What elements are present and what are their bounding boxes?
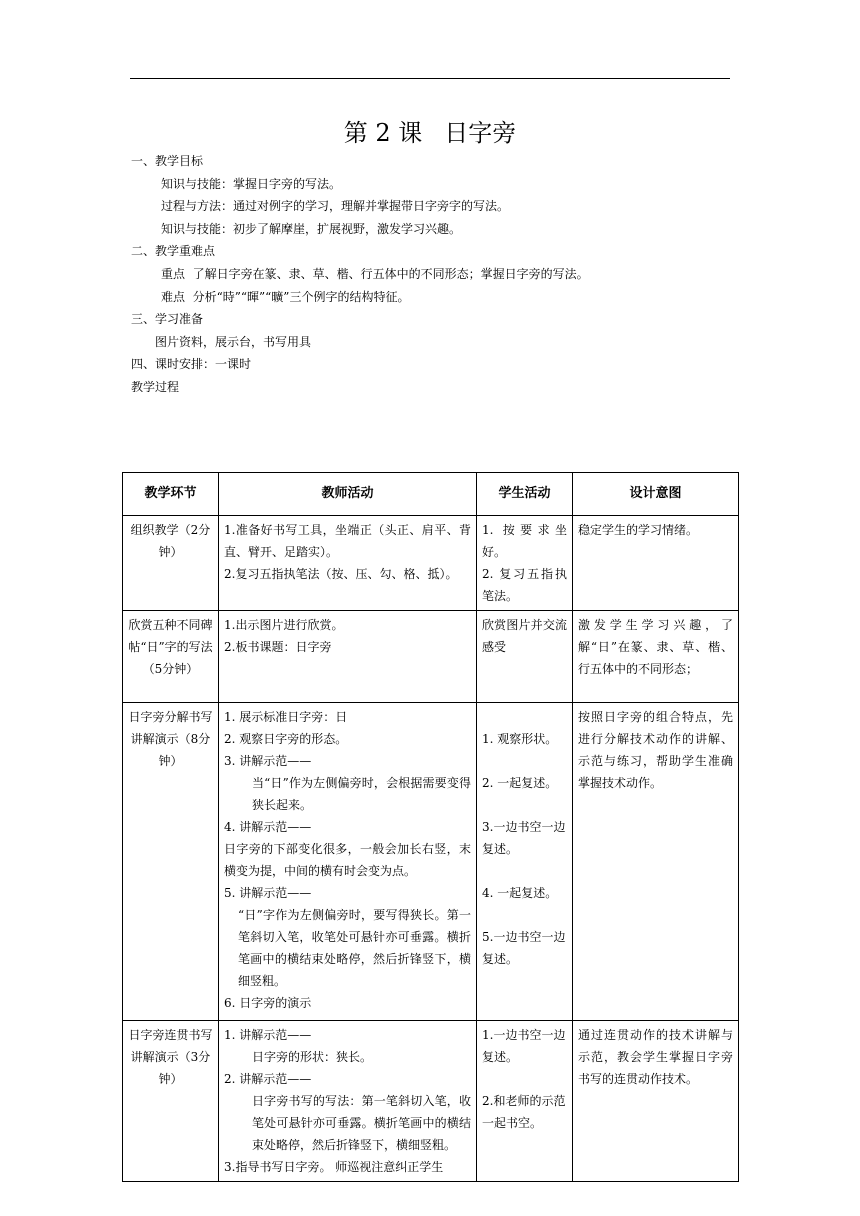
table-row	[123, 516, 739, 611]
student-cell: 1. 观察形状。 2. 一起复述。 3.一边书空一边复述。 4. 一起复述。 5.一边书空一边复述。	[477, 703, 573, 1021]
stage-cell: 日字旁分解书写讲解演示（8分钟）	[123, 703, 219, 1021]
intent-cell: 通过连贯动作的技术讲解与示范，教会学生掌握日字旁书写的连贯动作技术。	[573, 1021, 739, 1182]
column-header: 教师活动	[219, 473, 477, 516]
lesson-plan-table	[122, 472, 739, 1182]
lesson-intro	[131, 150, 751, 399]
keypoint-line: 重点 了解日字旁在篆、隶、草、楷、行五体中的不同形态；掌握日字旁的写法。	[161, 266, 589, 281]
section-heading: 四、课时安排：一课时	[131, 357, 252, 372]
table-row	[123, 1021, 739, 1182]
column-header: 教学环节	[123, 473, 219, 516]
header-rule	[130, 78, 730, 79]
section-heading: 二、教学重难点	[131, 244, 216, 259]
student-cell: 1. 按要求坐好。 2. 复习五指执笔法。	[477, 516, 573, 611]
teacher-cell: 1. 讲解示范—— 日字旁的形状：狭长。 2. 讲解示范—— 日字旁书写的写法：第一笔斜切入笔，收笔处可悬针亦可垂露。横折笔画中的横结束处略停，然后折锋竖下，横细竖粗。 3.指导书写日字旁。 师巡视注意纠正学生	[219, 1021, 477, 1182]
table-header-row	[123, 473, 739, 516]
teacher-cell: 1. 展示标准日字旁：日 2. 观察日字旁的形态。 3. 讲解示范—— 当“日”作为左侧偏旁时，会根据需要变得狭长起来。 4. 讲解示范—— 日字旁的下部变化很多，一般会加长右竖，末横变为提，中间的横有时会变为点。 5. 讲解示范—— “日”字作为左侧偏旁时，要写得狭长。第一笔斜切入笔，收笔处可悬针亦可垂露。横折笔画中的横结束处略停，然后折锋竖下，横细竖粗。 6. 日字旁的演示	[219, 703, 477, 1021]
stage-cell: 日字旁连贯书写讲解演示（3分钟）	[123, 1021, 219, 1182]
column-header: 学生活动	[477, 473, 573, 516]
preparation-line: 图片资料，展示台，书写用具	[155, 334, 312, 349]
teacher-cell: 1.准备好书写工具，坐端正（头正、肩平、背直、臂开、足踏实）。 2.复习五指执笔法（按、压、勾、格、抵）。	[219, 516, 477, 611]
page-title: 第 2 课 日字旁	[343, 119, 517, 147]
stage-cell: 组织教学（2分钟）	[123, 516, 219, 611]
intent-cell: 激发学生学习兴趣，了解“日”在篆、隶、草、楷、行五体中的不同形态；	[573, 611, 739, 703]
section-heading: 教学过程	[131, 379, 180, 394]
section-heading: 三、学习准备	[131, 312, 204, 327]
objective-line: 过程与方法：通过对例字的学习，理解并掌握带日字旁字的写法。	[161, 199, 510, 214]
intent-cell: 按照日字旁的组合特点，先进行分解技术动作的讲解、示范与练习，帮助学生准确掌握技术动作。	[573, 703, 739, 1021]
stage-cell: 欣赏五种不同碑帖“日”字的写法（5分钟）	[123, 611, 219, 703]
student-cell: 欣赏图片并交流感受	[477, 611, 573, 703]
student-cell: 1.一边书空一边复述。 2.和老师的示范一起书空。	[477, 1021, 573, 1182]
teacher-cell: 1.出示图片进行欣赏。 2.板书课题：日字旁	[219, 611, 477, 703]
column-header: 设计意图	[573, 473, 739, 516]
objective-line: 知识与技能：初步了解摩崖，扩展视野，激发学习兴趣。	[161, 221, 462, 236]
objective-line: 知识与技能：掌握日字旁的写法。	[161, 176, 342, 191]
difficulty-line: 难点 分析“時”“暉”“曠”三个例字的结构特征。	[161, 289, 410, 304]
table-row	[123, 611, 739, 703]
section-heading: 一、教学目标	[131, 154, 204, 168]
intent-cell: 稳定学生的学习情绪。	[573, 516, 739, 611]
table-row	[123, 703, 739, 1021]
